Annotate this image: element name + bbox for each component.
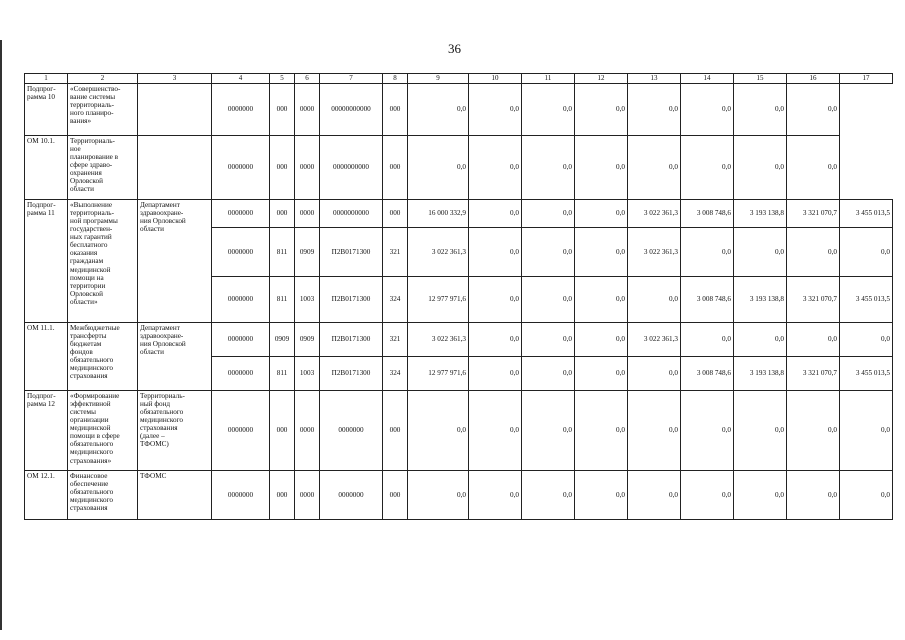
cell-y2015: 0,0 — [522, 228, 575, 277]
cell-total: 3 022 361,3 — [408, 228, 469, 277]
row-code-cell: ОМ 11.1. — [25, 323, 68, 391]
cell-y2015: 0,0 — [522, 323, 575, 357]
cell-y2018: 3 008 748,6 — [681, 357, 734, 391]
cell-y2014: 0,0 — [469, 357, 522, 391]
cell-y2016: 0,0 — [575, 391, 628, 471]
cell-y2018: 3 008 748,6 — [681, 277, 734, 323]
header-cell-3: 3 — [138, 74, 212, 84]
row-executor-cell — [138, 84, 212, 136]
cell-y2017: 0,0 — [628, 277, 681, 323]
header-row — [25, 74, 893, 84]
cell-total: 3 022 361,3 — [408, 323, 469, 357]
cell-kfsr: 000 — [270, 84, 295, 136]
cell-ksr: 0909 — [295, 323, 320, 357]
cell-ksr: 0000 — [295, 200, 320, 228]
cell-y2014: 0,0 — [469, 391, 522, 471]
cell-total: 12 977 971,6 — [408, 357, 469, 391]
cell-ksr: 0909 — [295, 228, 320, 277]
header-cell-11: 11 — [522, 74, 575, 84]
table-row — [25, 136, 893, 200]
header-cell-17: 17 — [840, 74, 893, 84]
cell-y2015: 0,0 — [522, 357, 575, 391]
cell-kfsr: 000 — [270, 136, 295, 200]
table-row — [25, 84, 893, 136]
cell-y2021: 3 455 013,5 — [840, 277, 893, 323]
cell-y2018: 0,0 — [681, 228, 734, 277]
cell-y2016: 0,0 — [575, 471, 628, 520]
header-cell-6: 6 — [295, 74, 320, 84]
cell-kfsr: 0909 — [270, 323, 295, 357]
cell-y2019: 0,0 — [734, 136, 787, 200]
cell-y2020: 3 321 070,7 — [787, 277, 840, 323]
cell-y2017: 0,0 — [628, 357, 681, 391]
row-code-cell: Подпрог- рамма 12 — [25, 391, 68, 471]
header-cell-14: 14 — [681, 74, 734, 84]
row-code-cell: Подпрог- рамма 11 — [25, 200, 68, 323]
cell-y2020: 0,0 — [787, 391, 840, 471]
cell-y2014: 0,0 — [469, 471, 522, 520]
cell-y2016: 0,0 — [575, 136, 628, 200]
cell-y2017: 0,0 — [628, 391, 681, 471]
cell-y2018: 0,0 — [681, 84, 734, 136]
cell-y2017: 3 022 361,3 — [628, 228, 681, 277]
cell-ksr: 0000 — [295, 84, 320, 136]
cell-y2015: 0,0 — [522, 136, 575, 200]
cell-ku: 0000000 — [212, 228, 270, 277]
table-row — [25, 391, 893, 471]
cell-kcsr: 0000000000 — [320, 136, 383, 200]
header-cell-15: 15 — [734, 74, 787, 84]
cell-total: 0,0 — [408, 391, 469, 471]
cell-y2015: 0,0 — [522, 200, 575, 228]
cell-ksr: 0000 — [295, 391, 320, 471]
cell-total: 0,0 — [408, 84, 469, 136]
cell-ku: 0000000 — [212, 391, 270, 471]
cell-y2014: 0,0 — [469, 200, 522, 228]
cell-y2016: 0,0 — [575, 228, 628, 277]
header-cell-9: 9 — [408, 74, 469, 84]
cell-y2021: 3 455 013,5 — [840, 357, 893, 391]
row-name-cell: «Совершенство- вание системы территориаль- ного планиро- вания» — [68, 84, 138, 136]
cell-total: 0,0 — [408, 136, 469, 200]
cell-kcsr: П2В0171300 — [320, 228, 383, 277]
cell-y2018: 3 008 748,6 — [681, 200, 734, 228]
header-cell-1: 1 — [25, 74, 68, 84]
cell-y2021: 0,0 — [840, 228, 893, 277]
cell-y2020: 3 321 070,7 — [787, 200, 840, 228]
cell-y2020: 0,0 — [787, 136, 840, 200]
row-executor-cell: ТФОМС — [138, 471, 212, 520]
cell-kvr: 000 — [383, 84, 408, 136]
cell-total: 0,0 — [408, 471, 469, 520]
header-cell-16: 16 — [787, 74, 840, 84]
cell-y2017: 3 022 361,3 — [628, 200, 681, 228]
cell-y2019: 0,0 — [734, 228, 787, 277]
cell-ku: 0000000 — [212, 277, 270, 323]
cell-kvr: 324 — [383, 357, 408, 391]
cell-kfsr: 811 — [270, 277, 295, 323]
cell-y2019: 3 193 138,8 — [734, 200, 787, 228]
header-cell-12: 12 — [575, 74, 628, 84]
row-executor-cell: Департамент здравоохране- ния Орловской области — [138, 323, 212, 391]
row-executor-cell: Территориаль- ный фонд обязательного медицинского страхования (далее – ТФОМС) — [138, 391, 212, 471]
cell-y2019: 0,0 — [734, 84, 787, 136]
cell-y2019: 0,0 — [734, 391, 787, 471]
cell-y2017: 3 022 361,3 — [628, 323, 681, 357]
cell-y2019: 0,0 — [734, 471, 787, 520]
cell-y2018: 0,0 — [681, 471, 734, 520]
row-executor-cell — [138, 136, 212, 200]
cell-ku: 0000000 — [212, 84, 270, 136]
cell-ksr: 1003 — [295, 357, 320, 391]
header-cell-4: 4 — [212, 74, 270, 84]
cell-kvr: 000 — [383, 136, 408, 200]
cell-ku: 0000000 — [212, 357, 270, 391]
cell-y2018: 0,0 — [681, 136, 734, 200]
cell-kfsr: 811 — [270, 228, 295, 277]
cell-y2019: 0,0 — [734, 323, 787, 357]
cell-y2020: 0,0 — [787, 84, 840, 136]
row-code-cell: ОМ 12.1. — [25, 471, 68, 520]
cell-y2018: 0,0 — [681, 391, 734, 471]
cell-ksr: 0000 — [295, 471, 320, 520]
cell-y2021: 0,0 — [840, 323, 893, 357]
cell-y2014: 0,0 — [469, 228, 522, 277]
header-cell-7: 7 — [320, 74, 383, 84]
cell-y2018: 0,0 — [681, 323, 734, 357]
cell-y2015: 0,0 — [522, 391, 575, 471]
cell-y2021: 0,0 — [840, 471, 893, 520]
budget-table — [24, 73, 893, 520]
cell-y2014: 0,0 — [469, 277, 522, 323]
cell-kvr: 321 — [383, 323, 408, 357]
cell-y2016: 0,0 — [575, 200, 628, 228]
cell-ku: 0000000 — [212, 200, 270, 228]
cell-y2020: 0,0 — [787, 323, 840, 357]
cell-kcsr: П2В0171300 — [320, 357, 383, 391]
cell-y2015: 0,0 — [522, 277, 575, 323]
cell-kfsr: 811 — [270, 357, 295, 391]
cell-ksr: 0000 — [295, 136, 320, 200]
cell-y2016: 0,0 — [575, 323, 628, 357]
cell-ku: 0000000 — [212, 471, 270, 520]
cell-kfsr: 000 — [270, 471, 295, 520]
cell-kcsr: П2В0171300 — [320, 323, 383, 357]
cell-ku: 0000000 — [212, 136, 270, 200]
cell-kvr: 000 — [383, 471, 408, 520]
header-cell-8: 8 — [383, 74, 408, 84]
cell-total: 16 000 332,9 — [408, 200, 469, 228]
table-row — [25, 471, 893, 520]
row-name-cell: Территориаль- ное планирование в сфере здраво- охранения Орловской области — [68, 136, 138, 200]
cell-y2016: 0,0 — [575, 357, 628, 391]
cell-y2020: 0,0 — [787, 471, 840, 520]
cell-y2016: 0,0 — [575, 277, 628, 323]
cell-y2021: 3 455 013,5 — [840, 200, 893, 228]
cell-ksr: 1003 — [295, 277, 320, 323]
cell-y2014: 0,0 — [469, 84, 522, 136]
cell-kfsr: 000 — [270, 391, 295, 471]
cell-y2015: 0,0 — [522, 84, 575, 136]
cell-y2021: 0,0 — [840, 391, 893, 471]
cell-kfsr: 000 — [270, 200, 295, 228]
row-name-cell: «Формирование эффективной системы организации медицинской помощи в сфере обязательного медицинского страхования» — [68, 391, 138, 471]
cell-kvr: 000 — [383, 200, 408, 228]
row-name-cell: Финансовое обеспечение обязательного медицинского страхования — [68, 471, 138, 520]
cell-y2014: 0,0 — [469, 136, 522, 200]
header-cell-5: 5 — [270, 74, 295, 84]
cell-y2017: 0,0 — [628, 136, 681, 200]
cell-kvr: 324 — [383, 277, 408, 323]
page-left-edge — [0, 40, 2, 630]
cell-kcsr: П2В0171300 — [320, 277, 383, 323]
page-number: 36 — [448, 41, 461, 56]
header-cell-10: 10 — [469, 74, 522, 84]
row-code-cell: Подпрог- рамма 10 — [25, 84, 68, 136]
cell-y2014: 0,0 — [469, 323, 522, 357]
row-executor-cell: Департамент здравоохране- ния Орловской области — [138, 200, 212, 323]
row-name-cell: «Выполнение территориаль- ной программы государствен- ных гарантий бесплатного оказания гражданам медицинской помощи на территории Орловской области» — [68, 200, 138, 323]
cell-y2017: 0,0 — [628, 471, 681, 520]
cell-y2019: 3 193 138,8 — [734, 277, 787, 323]
table-row — [25, 200, 893, 228]
row-name-cell: Межбюджетные трансферты бюджетам фондов обязательного медицинского страхования — [68, 323, 138, 391]
cell-y2020: 0,0 — [787, 228, 840, 277]
table-row — [25, 323, 893, 357]
cell-kvr: 000 — [383, 391, 408, 471]
cell-kcsr: 0000000 — [320, 471, 383, 520]
cell-y2015: 0,0 — [522, 471, 575, 520]
cell-y2016: 0,0 — [575, 84, 628, 136]
row-code-cell: ОМ 10.1. — [25, 136, 68, 200]
cell-total: 12 977 971,6 — [408, 277, 469, 323]
cell-kvr: 321 — [383, 228, 408, 277]
cell-y2017: 0,0 — [628, 84, 681, 136]
cell-ku: 0000000 — [212, 323, 270, 357]
cell-y2019: 3 193 138,8 — [734, 357, 787, 391]
cell-kcsr: 00000000000 — [320, 84, 383, 136]
cell-kcsr: 0000000 — [320, 391, 383, 471]
cell-kcsr: 0000000000 — [320, 200, 383, 228]
header-cell-2: 2 — [68, 74, 138, 84]
cell-y2020: 3 321 070,7 — [787, 357, 840, 391]
header-cell-13: 13 — [628, 74, 681, 84]
